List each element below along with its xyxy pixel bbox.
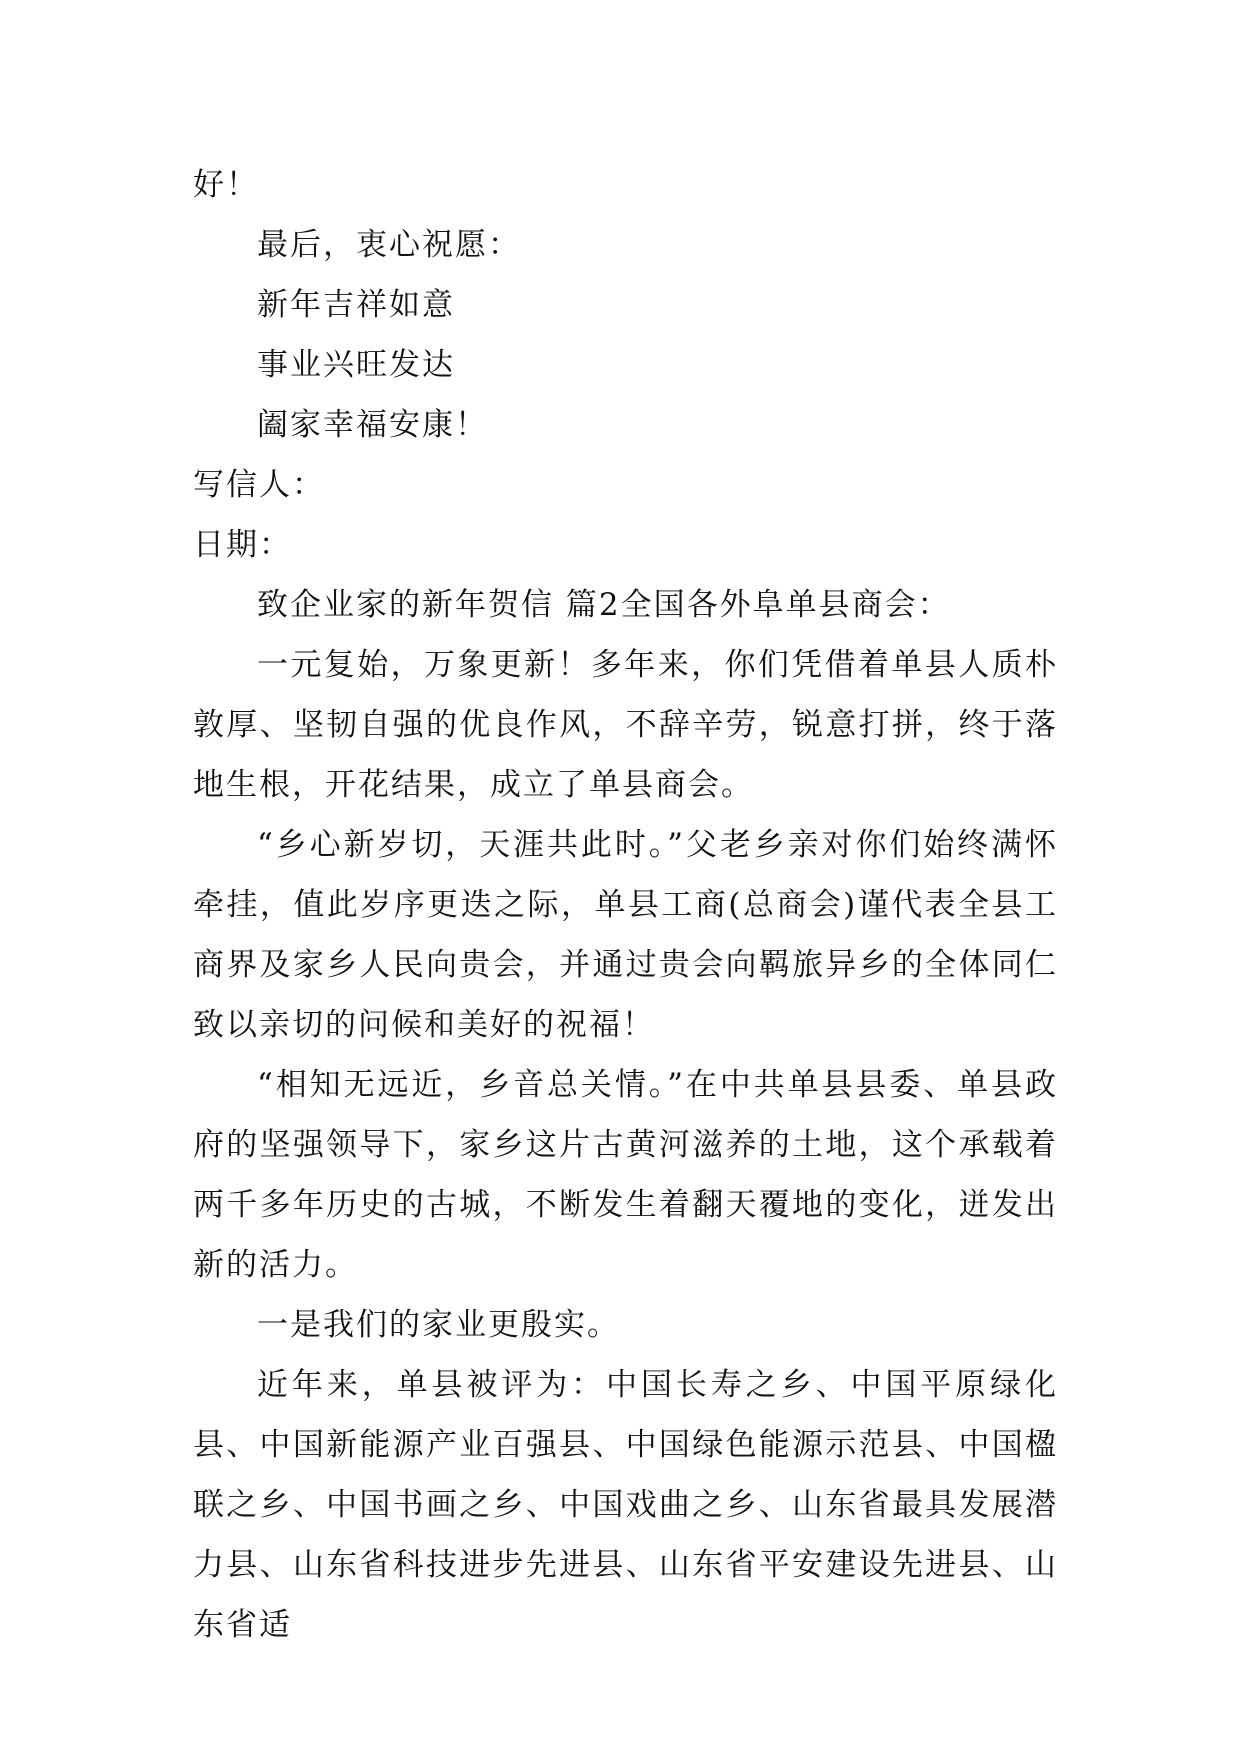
paragraph-body-1: 一元复始，万象更新！多年来，你们凭借着单县人质朴敦厚、坚韧自强的优良作风，不辞辛劳，锐意打拼，终于落地生根，开花结果，成立了单县商会。: [193, 647, 1058, 803]
paragraph-letter-2-heading: 致企业家的新年贺信 篇2全国各外阜单县商会：: [257, 587, 951, 623]
signature-date: 日期：: [193, 527, 292, 563]
paragraph-body-3: “相知无远近，乡音总关情。”在中共单县县委、单县政府的坚强领导下，家乡这片古黄河滋养的土地，这个承载着两千多年历史的古城，不断发生着翻天覆地的变化，迸发出新的活力。: [193, 1067, 1058, 1283]
paragraph-closing-wish: 最后，衷心祝愿：: [257, 227, 521, 263]
document-body: [193, 155, 1058, 1655]
paragraph-wish-3: 阖家幸福安康！: [257, 407, 488, 443]
paragraph-wish-2: 事业兴旺发达: [257, 347, 455, 383]
paragraph-greeting-end: 好！: [193, 167, 259, 203]
paragraph-body-4: 一是我们的家业更殷实。: [257, 1307, 620, 1343]
paragraph-body-5: 近年来，单县被评为：中国长寿之乡、中国平原绿化县、中国新能源产业百强县、中国绿色能源示范县、中国楹联之乡、中国书画之乡、中国戏曲之乡、山东省最具发展潜力县、山东省科技进步先进县、山东省平安建设先进县、山东省适: [193, 1367, 1058, 1643]
signature-writer: 写信人：: [193, 467, 325, 503]
paragraph-body-2: “乡心新岁切，天涯共此时。”父老乡亲对你们始终满怀牵挂，值此岁序更迭之际，单县工商(总商会)谨代表全县工商界及家乡人民向贵会，并通过贵会向羁旅异乡的全体同仁致以亲切的问候和美好的祝福！: [193, 827, 1058, 1043]
paragraph-wish-1: 新年吉祥如意: [257, 287, 455, 323]
